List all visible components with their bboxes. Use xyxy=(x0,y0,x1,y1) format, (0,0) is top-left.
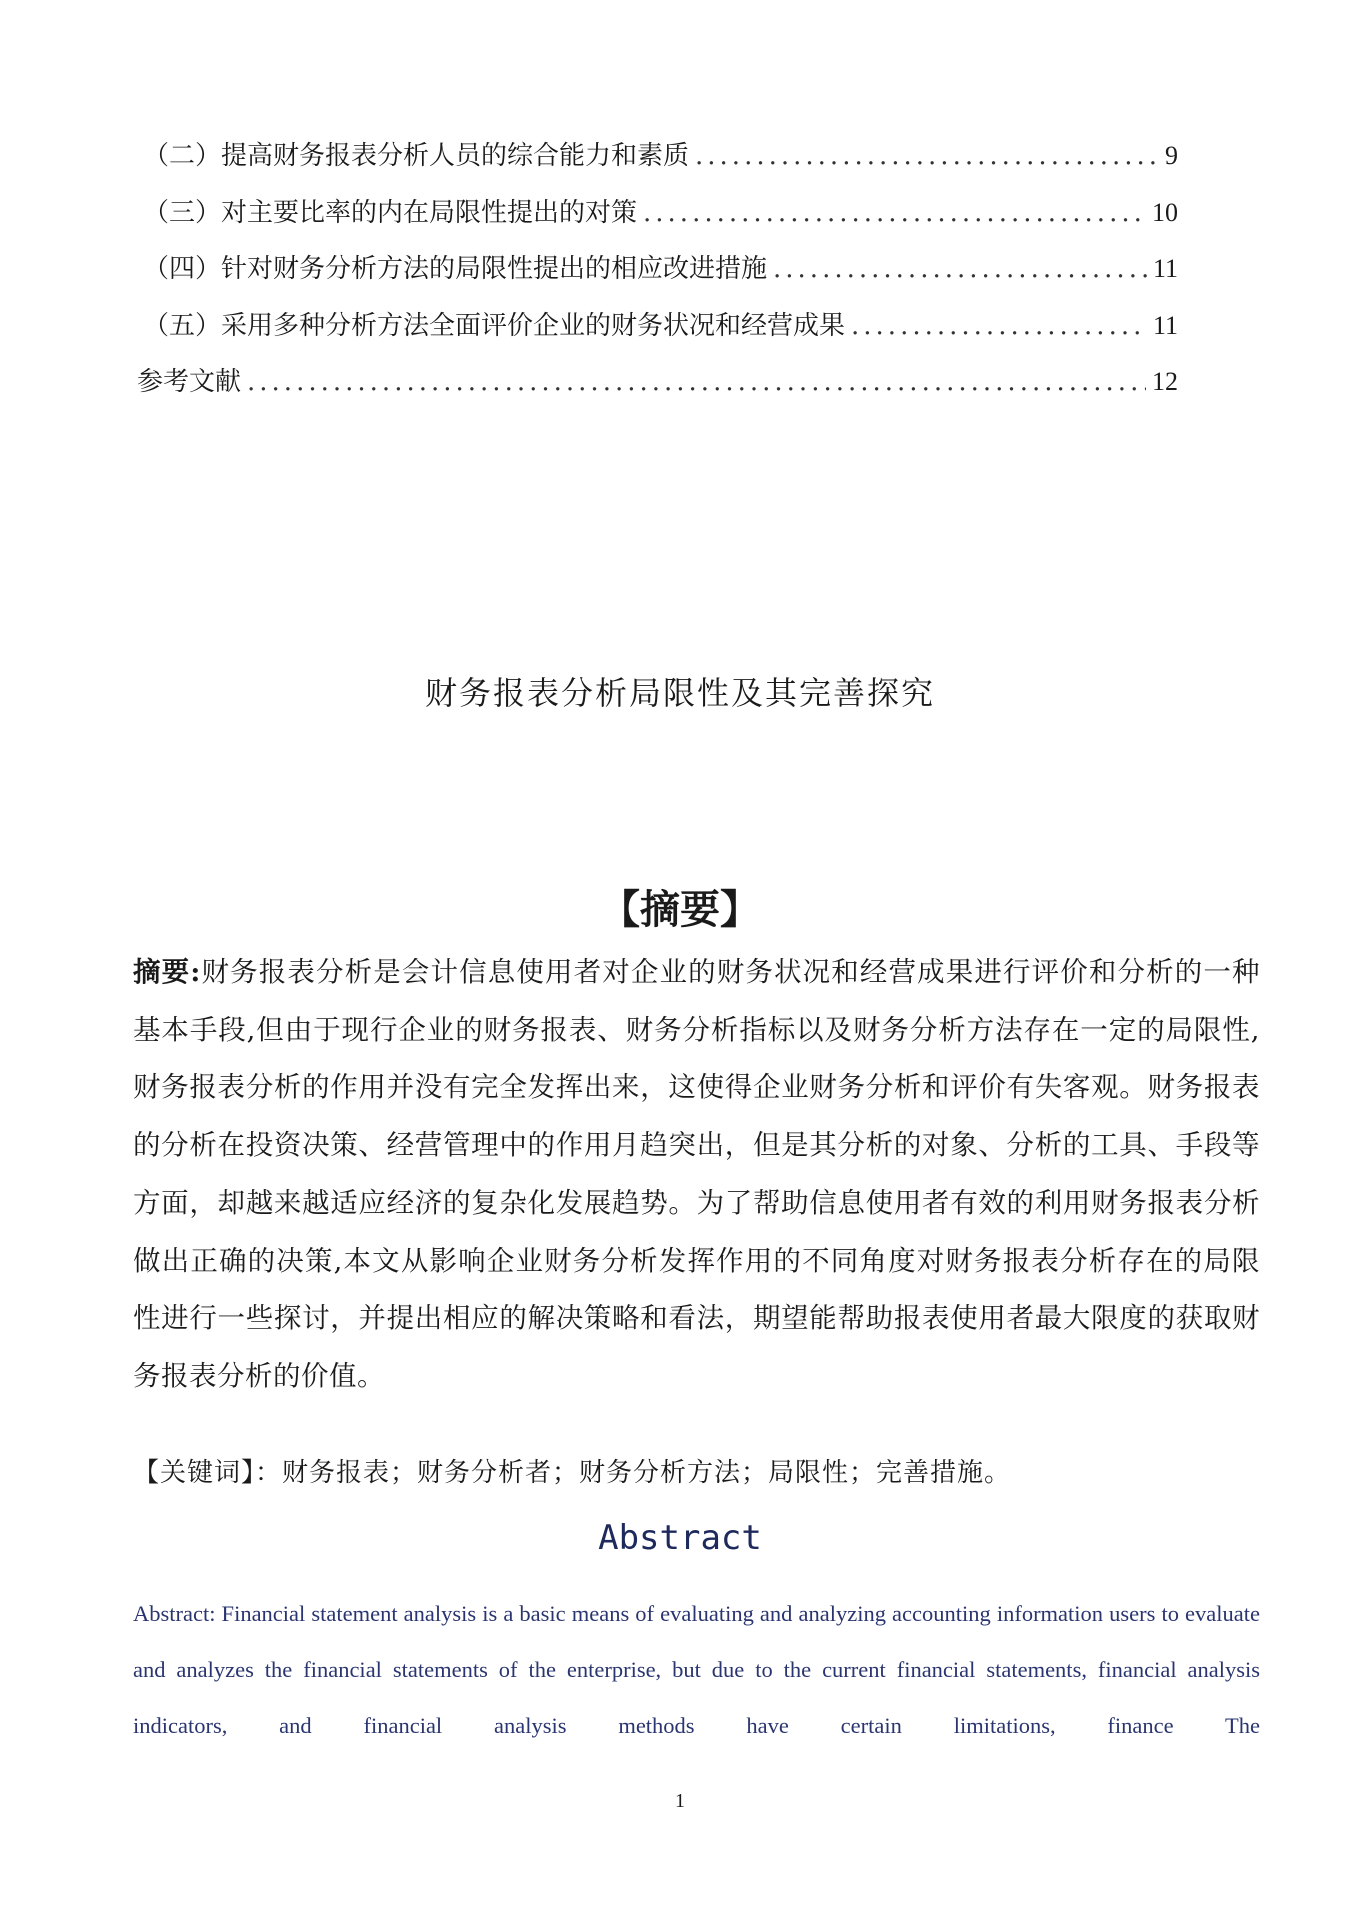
abstract-cn-paragraph xyxy=(133,944,1260,1406)
toc-entry-page: 9 xyxy=(1165,141,1178,170)
page-number: 1 xyxy=(675,1790,685,1812)
document-title: 财务报表分析局限性及其完善探究 xyxy=(424,674,935,712)
toc-entry[interactable] xyxy=(143,305,1178,362)
toc-entry-page: 11 xyxy=(1152,310,1178,340)
abstract-cn-lead: 摘要: xyxy=(133,956,201,988)
toc-entry[interactable] xyxy=(143,192,1178,249)
keywords-line: 【关键词】：财务报表；财务分析者；财务分析方法；局限性；完善措施。 xyxy=(133,1458,1012,1488)
toc-entry-label: （二）提高财务报表分析人员的综合能力和素质 xyxy=(143,141,690,171)
abstract-cn-heading: 【摘要】 xyxy=(600,887,760,933)
toc-dot-leader xyxy=(851,311,1147,341)
toc-dot-leader xyxy=(247,367,1146,397)
toc-entry-references[interactable] xyxy=(137,361,1178,418)
abstract-en-heading: Abstract xyxy=(598,1518,762,1558)
toc-entry[interactable] xyxy=(143,135,1178,192)
toc-entry[interactable] xyxy=(143,248,1178,305)
table-of-contents xyxy=(137,135,1178,418)
abstract-en-paragraph: Abstract: Financial statement analysis is a basic means of evaluating and analyzing accounting information users to evaluate and analyzes the financial statements of the enterprise, but due to the current financial statements, financial analysis indicators, and financial analysis methods have certain limitations, finance The xyxy=(133,1601,1260,1738)
toc-entry-page: 11 xyxy=(1152,254,1178,283)
abstract-cn-text: 财务报表分析是会计信息使用者对企业的财务状况和经营成果进行评价和分析的一种基本手段,但由于现行企业的财务报表、财务分析指标以及财务分析方法存在一定的局限性,财务报表分析的作用并没有完全发挥出来，这使得企业财务分析和评价有失客观。财务报表的分析在投资决策、经营管理中的作用月趋突出，但是其分析的对象、分析的工具、手段等方面，却越来越适应经济的复杂化发展趋势。为了帮助信息使用者有效的利用财务报表分析做出正确的决策,本文从影响企业财务分析发挥作用的不同角度对财务报表分析存在的局限性进行一些探讨，并提出相应的解决策略和看法，期望能帮助报表使用者最大限度的获取财务报表分析的价值。 xyxy=(133,956,1260,1392)
toc-dot-leader xyxy=(695,141,1159,171)
toc-entry-label: （五）采用多种分析方法全面评价企业的财务状况和经营成果 xyxy=(143,310,846,341)
toc-dot-leader xyxy=(643,198,1146,228)
toc-entry-label: （三）对主要比率的内在局限性提出的对策 xyxy=(143,197,638,228)
toc-entry-label: （四）针对财务分析方法的局限性提出的相应改进措施 xyxy=(143,254,768,284)
toc-dot-leader xyxy=(773,254,1147,284)
toc-entry-label: 参考文献 xyxy=(137,367,242,397)
toc-entry-page: 10 xyxy=(1152,197,1178,227)
toc-entry-page: 12 xyxy=(1152,367,1178,396)
